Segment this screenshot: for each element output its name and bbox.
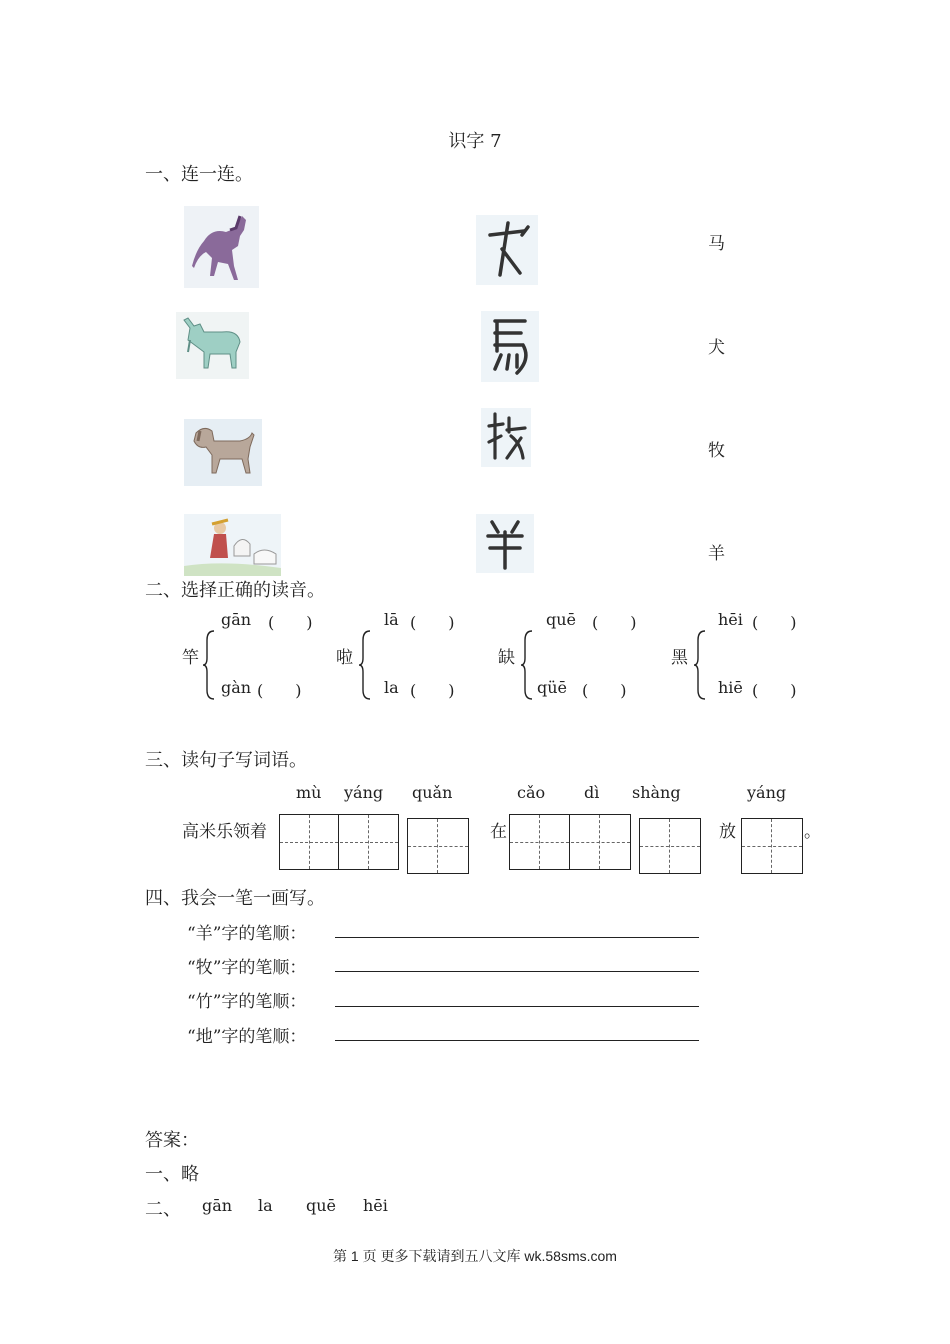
brace-icon bbox=[202, 630, 216, 700]
stroke-order-label: “地”字的笔顺： bbox=[187, 1027, 307, 1047]
option-bottom: qüē bbox=[537, 678, 568, 697]
herding-picture bbox=[184, 514, 281, 576]
option-top: quē bbox=[546, 610, 577, 629]
answer-paren[interactable]: ( ) bbox=[582, 681, 627, 700]
choice-char: 缺 bbox=[498, 648, 515, 668]
answer-2-item: quē bbox=[306, 1196, 337, 1215]
ancient-ma-glyph bbox=[481, 311, 539, 382]
answer-2-item: la bbox=[258, 1196, 273, 1215]
choice-char: 竿 bbox=[182, 648, 199, 668]
stroke-order-label: “牧”字的笔顺： bbox=[187, 958, 307, 978]
answer-paren[interactable]: ( ) bbox=[752, 613, 797, 632]
sentence-mid1: 在 bbox=[490, 822, 507, 842]
choice-char: 啦 bbox=[336, 648, 353, 668]
option-bottom: gàn bbox=[221, 678, 252, 697]
answer-2-item: gān bbox=[202, 1196, 233, 1215]
answer-1: 一、略 bbox=[145, 1164, 199, 1185]
answer-paren[interactable]: ( ) bbox=[752, 681, 797, 700]
answer-paren[interactable]: ( ) bbox=[410, 681, 455, 700]
stroke-order-line[interactable] bbox=[335, 1006, 699, 1007]
char-ma: 马 bbox=[708, 234, 725, 254]
pinyin-label: yáng bbox=[344, 783, 384, 802]
ancient-yang-glyph bbox=[476, 514, 534, 573]
sentence-mid2: 放 bbox=[719, 822, 736, 842]
page-title: 识字 7 bbox=[448, 131, 502, 152]
pinyin-label: shàng bbox=[632, 783, 681, 802]
pinyin-label: quǎn bbox=[412, 783, 453, 802]
writing-grid-caodi[interactable] bbox=[509, 814, 631, 870]
ancient-quan-glyph bbox=[476, 215, 538, 285]
section1-heading: 一、连一连。 bbox=[145, 164, 253, 185]
pinyin-label: mù bbox=[296, 783, 322, 802]
stroke-order-label: “羊”字的笔顺： bbox=[187, 924, 307, 944]
answers-label: 答案： bbox=[145, 1130, 199, 1151]
goat-picture bbox=[176, 312, 249, 379]
brace-icon bbox=[358, 630, 372, 700]
char-yang: 羊 bbox=[708, 544, 725, 564]
pinyin-label: dì bbox=[584, 783, 600, 802]
answer-2-item: hēi bbox=[363, 1196, 388, 1215]
option-top: lā bbox=[384, 610, 399, 629]
char-mu: 牧 bbox=[708, 441, 725, 461]
answer-paren[interactable]: ( ) bbox=[410, 613, 455, 632]
answer-paren[interactable]: ( ) bbox=[592, 613, 637, 632]
option-top: hēi bbox=[718, 610, 743, 629]
section4-heading: 四、我会一笔一画写。 bbox=[145, 888, 325, 909]
answer-paren[interactable]: ( ) bbox=[257, 681, 302, 700]
writing-grid-yang[interactable] bbox=[741, 818, 803, 874]
brace-icon bbox=[693, 630, 707, 700]
dog-picture bbox=[184, 419, 262, 486]
page-footer: 第 1 页 更多下载请到五八文库 wk.58sms.com bbox=[333, 1248, 617, 1264]
option-bottom: la bbox=[384, 678, 399, 697]
stroke-order-line[interactable] bbox=[335, 1040, 699, 1041]
ancient-mu-glyph bbox=[481, 408, 531, 467]
sentence-end: 。 bbox=[804, 822, 821, 842]
stroke-order-line[interactable] bbox=[335, 937, 699, 938]
section2-heading: 二、选择正确的读音。 bbox=[145, 580, 325, 601]
answer-2-label: 二、 bbox=[145, 1199, 181, 1220]
horse-picture bbox=[184, 206, 259, 288]
choice-char: 黑 bbox=[671, 648, 688, 668]
writing-grid-muyang[interactable] bbox=[279, 814, 399, 870]
writing-grid-shang[interactable] bbox=[639, 818, 701, 874]
char-quan: 犬 bbox=[708, 338, 725, 358]
option-top: gān bbox=[221, 610, 252, 629]
section3-heading: 三、读句子写词语。 bbox=[145, 750, 307, 771]
option-bottom: hiē bbox=[718, 678, 743, 697]
sentence-prefix: 高米乐领着 bbox=[182, 822, 267, 842]
stroke-order-label: “竹”字的笔顺： bbox=[187, 992, 307, 1012]
brace-icon bbox=[520, 630, 534, 700]
stroke-order-line[interactable] bbox=[335, 971, 699, 972]
writing-grid-quan[interactable] bbox=[407, 818, 469, 874]
pinyin-label: cǎo bbox=[517, 783, 546, 802]
answer-paren[interactable]: ( ) bbox=[268, 613, 313, 632]
pinyin-label: yáng bbox=[747, 783, 787, 802]
